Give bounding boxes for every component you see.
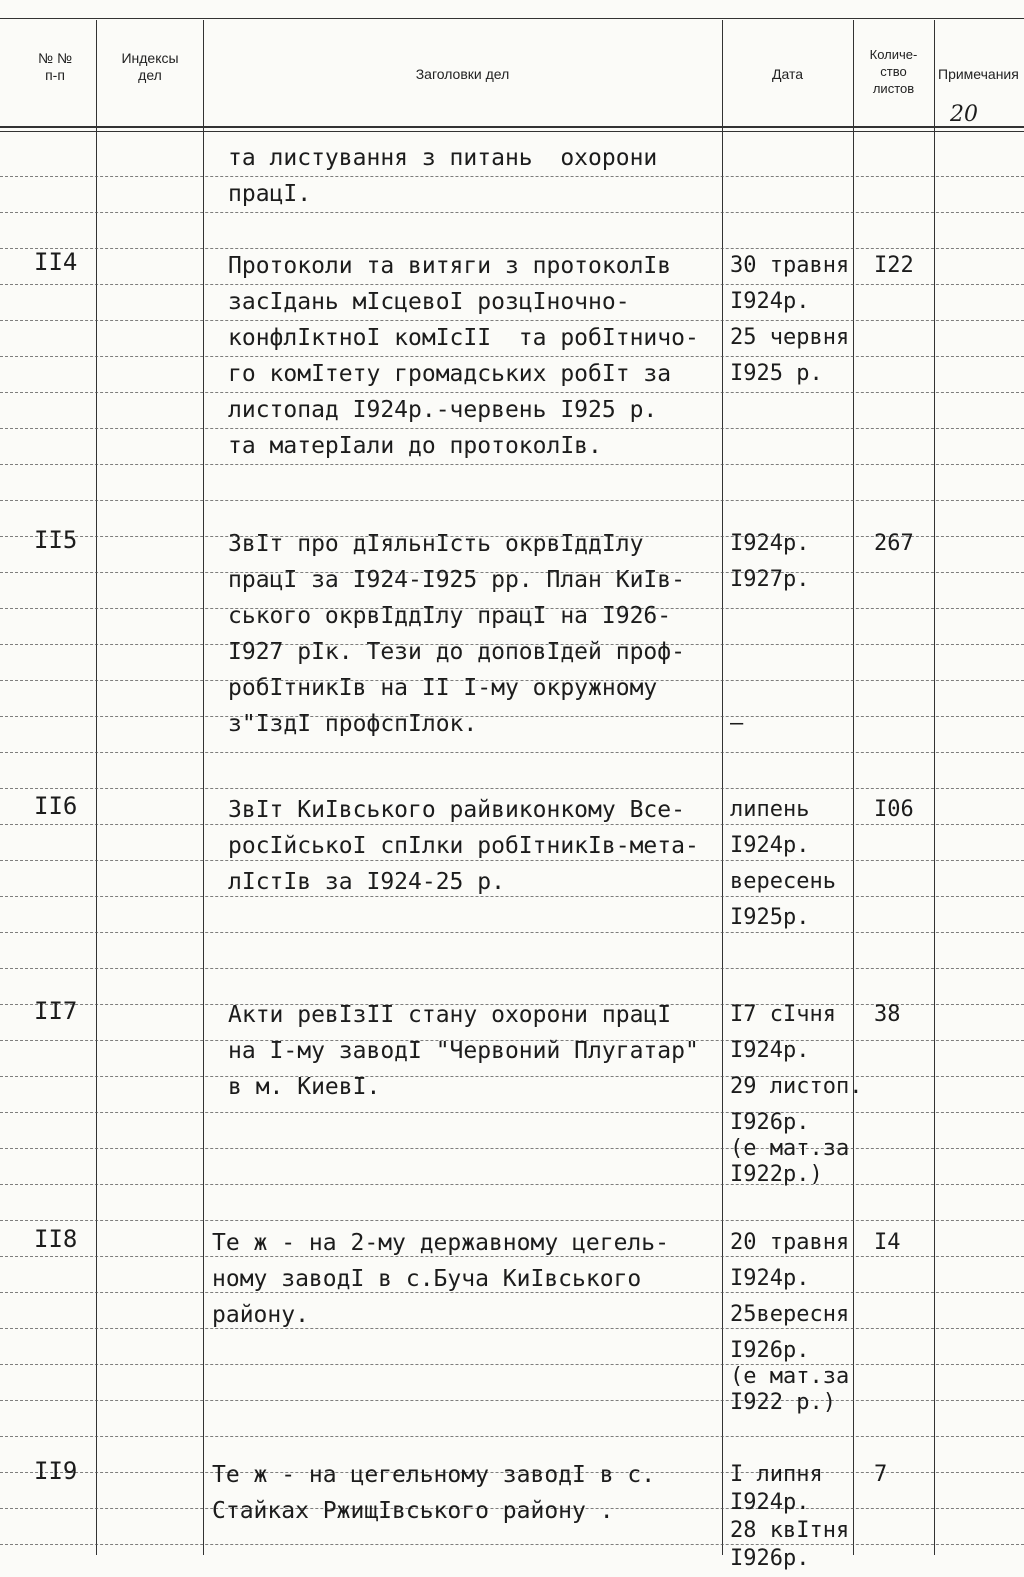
ruled-guide-line	[0, 1220, 1024, 1221]
entry-date-line: I926р.	[730, 1110, 810, 1135]
header-note-handwritten: 20	[950, 102, 978, 127]
entry-date-line: I924р.	[730, 531, 810, 556]
entry-date-line: (е мат.за	[730, 1364, 850, 1389]
entry-date-line: (е мат.за	[730, 1136, 850, 1161]
header-bottom-rule-2	[0, 131, 1024, 132]
entry-title-line: Стайках РжищIвського району .	[212, 1498, 614, 1524]
header-date: Дата	[771, 66, 803, 82]
entry-date-line: I924р.	[730, 1490, 810, 1515]
entry-date-line: –	[730, 711, 744, 736]
entry-date-line: липень	[730, 797, 810, 822]
entry-title-line: ського окрвIддIлу працI на I926-	[228, 603, 672, 629]
ruled-guide-line	[0, 1112, 1024, 1113]
ruled-guide-line	[0, 176, 1024, 177]
entry-title-line: в м. КиевI.	[228, 1074, 381, 1100]
ruled-guide-line	[0, 1364, 1024, 1365]
entry-date-line: вересень	[730, 869, 836, 894]
entry-title-line: ЗвIт КиIвського райвиконкому Все-	[228, 797, 685, 823]
entry-title-line: робIтникIв на II I-му окружному	[228, 675, 658, 701]
entry-date-line: I926р.	[730, 1546, 810, 1571]
entry-date-line: I925р.	[730, 905, 810, 930]
entry-sheet-count: I4	[874, 1230, 901, 1255]
entry-date-line: 30 травня	[730, 253, 850, 278]
entry-title-line: го комIтету громадських робIт за	[228, 361, 672, 387]
entry-title-line: Протоколи та витяги з протоколIв	[228, 253, 672, 279]
ruled-guide-line	[0, 1184, 1024, 1185]
header-title: Заголовки дел	[415, 66, 510, 82]
entry-title-line: лIстIв за I924-25 р.	[228, 869, 505, 895]
entry-title-line: з"IздI профспIлок.	[228, 711, 478, 737]
entry-number: II6	[34, 792, 78, 820]
header-count: Количе- ство листов	[869, 47, 918, 96]
ruled-guide-line	[0, 464, 1024, 465]
entry-title-line: ЗвIт про дIяльнIсть окрвIддIлу	[228, 531, 644, 557]
entry-title-line: та матерIали до протоколIв.	[228, 433, 602, 459]
entry-title-line: конфлIктноI комIсII та робIтничо-	[228, 325, 699, 351]
header-top-rule	[0, 18, 1024, 19]
entry-date-line: I925 р.	[730, 361, 823, 386]
entry-sheet-count: I22	[874, 253, 914, 278]
ruled-guide-line	[0, 968, 1024, 969]
entry-date-line: I922р.)	[730, 1162, 823, 1187]
ruled-guide-line	[0, 1544, 1024, 1545]
header-index: Индексы дел	[121, 50, 179, 83]
entry-date-line: 20 травня	[730, 1230, 850, 1255]
header-num: № № п-п	[38, 50, 72, 83]
entry-date-line: I924р.	[730, 1266, 810, 1291]
header-bottom-rule	[0, 126, 1024, 128]
entry-number: II7	[34, 997, 78, 1025]
entry-title-line: Те ж - на 2-му державному цегель-	[212, 1230, 669, 1256]
ruled-guide-line	[0, 788, 1024, 789]
entry-title-line: росIйськоI спIлки робIтникIв-мета-	[228, 833, 699, 859]
ruled-guide-line	[0, 500, 1024, 501]
entry-title-line: району.	[212, 1302, 309, 1328]
entry-number: II9	[34, 1457, 78, 1485]
entry-date-line: I924р.	[730, 289, 810, 314]
entry-date-line: I922 р.)	[730, 1390, 836, 1415]
entry-date-line: I926р.	[730, 1338, 810, 1363]
ruled-guide-line	[0, 1400, 1024, 1401]
entry-date-line: I7 сIчня	[730, 1002, 836, 1027]
ruled-guide-line	[0, 1328, 1024, 1329]
entry-title-line: та листування з питань охорони	[228, 145, 658, 171]
entry-date-line: I927р.	[730, 567, 810, 592]
entry-date-line: 25 червня	[730, 325, 850, 350]
entry-sheet-count: I06	[874, 797, 914, 822]
entry-date-line: 28 квIтня	[730, 1518, 850, 1543]
ruled-guide-line	[0, 212, 1024, 213]
ruled-guide-line	[0, 752, 1024, 753]
ruled-guide-line	[0, 932, 1024, 933]
entry-title-line: Те ж - на цегельному заводI в с.	[212, 1462, 656, 1488]
entry-sheet-count: 267	[874, 531, 914, 556]
ruled-guide-line	[0, 716, 1024, 717]
entry-date-line: I924р.	[730, 833, 810, 858]
header-note: Примечания	[938, 66, 1019, 82]
entry-title-line: працI за I924-I925 рр. План КиIв-	[228, 567, 685, 593]
ruled-guide-line	[0, 1076, 1024, 1077]
entry-title-line: на I-му заводI "Червоний Плугатар"	[228, 1038, 699, 1064]
entry-date-line: I липня	[730, 1462, 823, 1487]
entry-number: II4	[34, 248, 78, 276]
entry-title-line: засIдань мIсцевоI розцIночно-	[228, 289, 630, 315]
ruled-guide-line	[0, 1148, 1024, 1149]
entry-date-line: 25вересня	[730, 1302, 850, 1327]
entry-date-line: I924р.	[730, 1038, 810, 1063]
entry-number: II8	[34, 1225, 78, 1253]
entry-title-line: Акти ревIзII стану охорони працI	[228, 1002, 672, 1028]
entry-sheet-count: 7	[874, 1462, 888, 1487]
ruled-guide-line	[0, 1436, 1024, 1437]
ruled-guide-line	[0, 896, 1024, 897]
entry-title-line: листопад I924р.-червень I925 р.	[228, 397, 658, 423]
entry-title-line: працI.	[228, 181, 312, 207]
entry-sheet-count: 38	[874, 1002, 901, 1027]
entry-date-line: 29 листоп.	[730, 1074, 863, 1099]
entry-number: II5	[34, 526, 78, 554]
entry-title-line: I927 рIк. Тези до доповIдей проф-	[228, 639, 685, 665]
entry-title-line: ному заводI в с.Буча КиIвського	[212, 1266, 642, 1292]
